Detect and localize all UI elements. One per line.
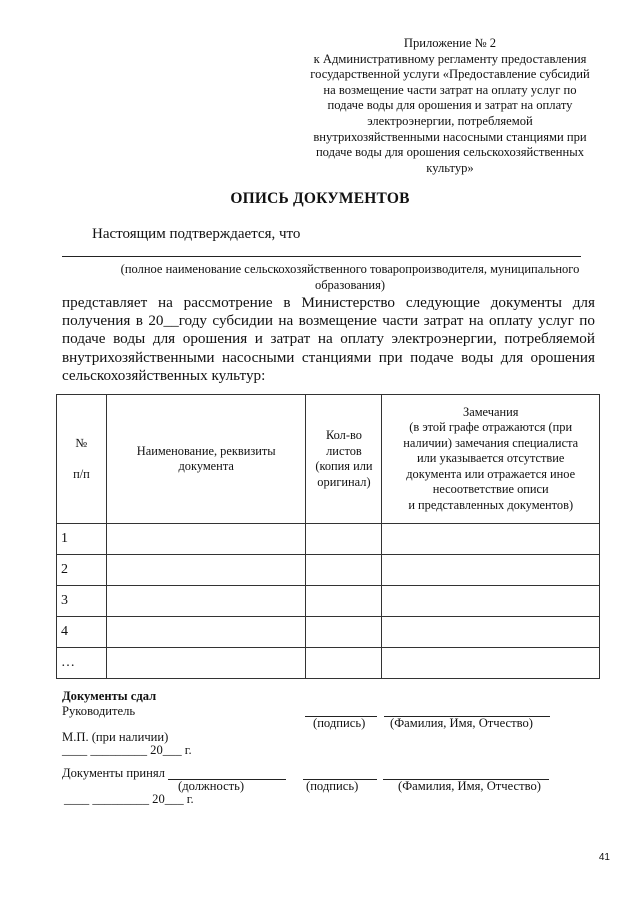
row-number: 4 bbox=[57, 617, 107, 648]
cell-remarks[interactable] bbox=[382, 555, 600, 586]
cell-count[interactable] bbox=[306, 648, 382, 679]
table-row bbox=[57, 617, 600, 648]
confirm-text: Настоящим подтверждается, что bbox=[92, 226, 301, 242]
cell-remarks[interactable] bbox=[382, 617, 600, 648]
header-num: № п/п bbox=[57, 395, 107, 524]
row-number: 3 bbox=[57, 586, 107, 617]
fio-caption-2: (Фамилия, Имя, Отчество) bbox=[398, 779, 541, 793]
body-line: сельскохозяйственных культур: bbox=[62, 366, 266, 384]
cell-count[interactable] bbox=[306, 617, 382, 648]
submitted-label: Документы сдал bbox=[62, 689, 157, 703]
table-header-row bbox=[57, 395, 600, 524]
body-line: внутрихозяйственными насосными станциями при подаче воды для орошения bbox=[62, 348, 595, 366]
body-line: представляет на рассмотрение в Министерство следующие документы для bbox=[62, 294, 595, 311]
cell-name[interactable] bbox=[106, 555, 306, 586]
producer-name-field[interactable] bbox=[62, 256, 581, 257]
signature-caption-2: (подпись) bbox=[306, 779, 359, 793]
cell-name[interactable] bbox=[106, 524, 306, 555]
header-count: Кол-во листов (копия или оригинал) bbox=[306, 395, 382, 524]
cell-count[interactable] bbox=[306, 555, 382, 586]
table-row bbox=[57, 648, 600, 679]
cell-count[interactable] bbox=[306, 586, 382, 617]
appendix-line: подаче воды для орошения и затрат на оплату bbox=[327, 98, 573, 113]
body-paragraph bbox=[62, 294, 595, 385]
header-remarks: Замечания (в этой графе отражаются (при наличии) замечания специалиста или указывается отсутствие документа или отражается иное несоответствие описи и представленных документов) bbox=[382, 395, 600, 524]
accepted-label: Документы принял bbox=[62, 766, 165, 780]
row-number: 2 bbox=[57, 555, 107, 586]
appendix-line: культур» bbox=[426, 160, 474, 175]
cell-remarks[interactable] bbox=[382, 524, 600, 555]
appendix-line: государственной услуги «Предоставление субсидий bbox=[310, 67, 590, 82]
appendix-line: на возмещение части затрат на оплату услуг по bbox=[323, 82, 577, 97]
documents-table bbox=[56, 394, 600, 679]
cell-name[interactable] bbox=[106, 617, 306, 648]
cell-count[interactable] bbox=[306, 524, 382, 555]
cell-remarks[interactable] bbox=[382, 648, 600, 679]
cell-remarks[interactable] bbox=[382, 586, 600, 617]
position-caption: (должность) bbox=[178, 779, 245, 793]
seal-label: М.П. (при наличии) bbox=[62, 730, 169, 744]
header-name: Наименование, реквизиты документа bbox=[106, 395, 306, 524]
accept-date: ____ _________ 20___ г. bbox=[64, 792, 194, 806]
row-number: … bbox=[57, 648, 107, 679]
producer-name-caption: (полное наименование сельскохозяйственного товаропроизводителя, муниципального образования) bbox=[120, 262, 580, 292]
document-title: ОПИСЬ ДОКУМЕНТОВ bbox=[230, 190, 410, 207]
table-row bbox=[57, 524, 600, 555]
submit-date: ____ _________ 20___ г. bbox=[62, 743, 192, 757]
appendix-line: Приложение № 2 bbox=[403, 36, 497, 50]
fio-caption: (Фамилия, Имя, Отчество) bbox=[390, 716, 533, 730]
page-number: 41 bbox=[598, 852, 610, 863]
appendix-line: электроэнергии, потребляемой bbox=[367, 113, 533, 128]
body-line: подаче воды для орошения и затрат на оплату электроэнергии, потребляемой bbox=[62, 330, 595, 348]
head-label: Руководитель bbox=[62, 704, 136, 718]
cell-name[interactable] bbox=[106, 648, 306, 679]
row-number: 1 bbox=[57, 524, 107, 555]
table-row bbox=[57, 586, 600, 617]
body-line: получения в 20__году субсидии на возмещение части затрат на оплату услуг по bbox=[62, 312, 595, 330]
appendix-line: к Административному регламенту предоставления bbox=[313, 51, 587, 66]
table-row bbox=[57, 555, 600, 586]
appendix-line: подаче воды для орошения сельскохозяйственных bbox=[315, 145, 585, 160]
cell-name[interactable] bbox=[106, 586, 306, 617]
signature-caption: (подпись) bbox=[313, 716, 366, 730]
appendix-line: внутрихозяйственными насосными станциями при bbox=[313, 129, 587, 144]
appendix-header bbox=[300, 36, 600, 176]
